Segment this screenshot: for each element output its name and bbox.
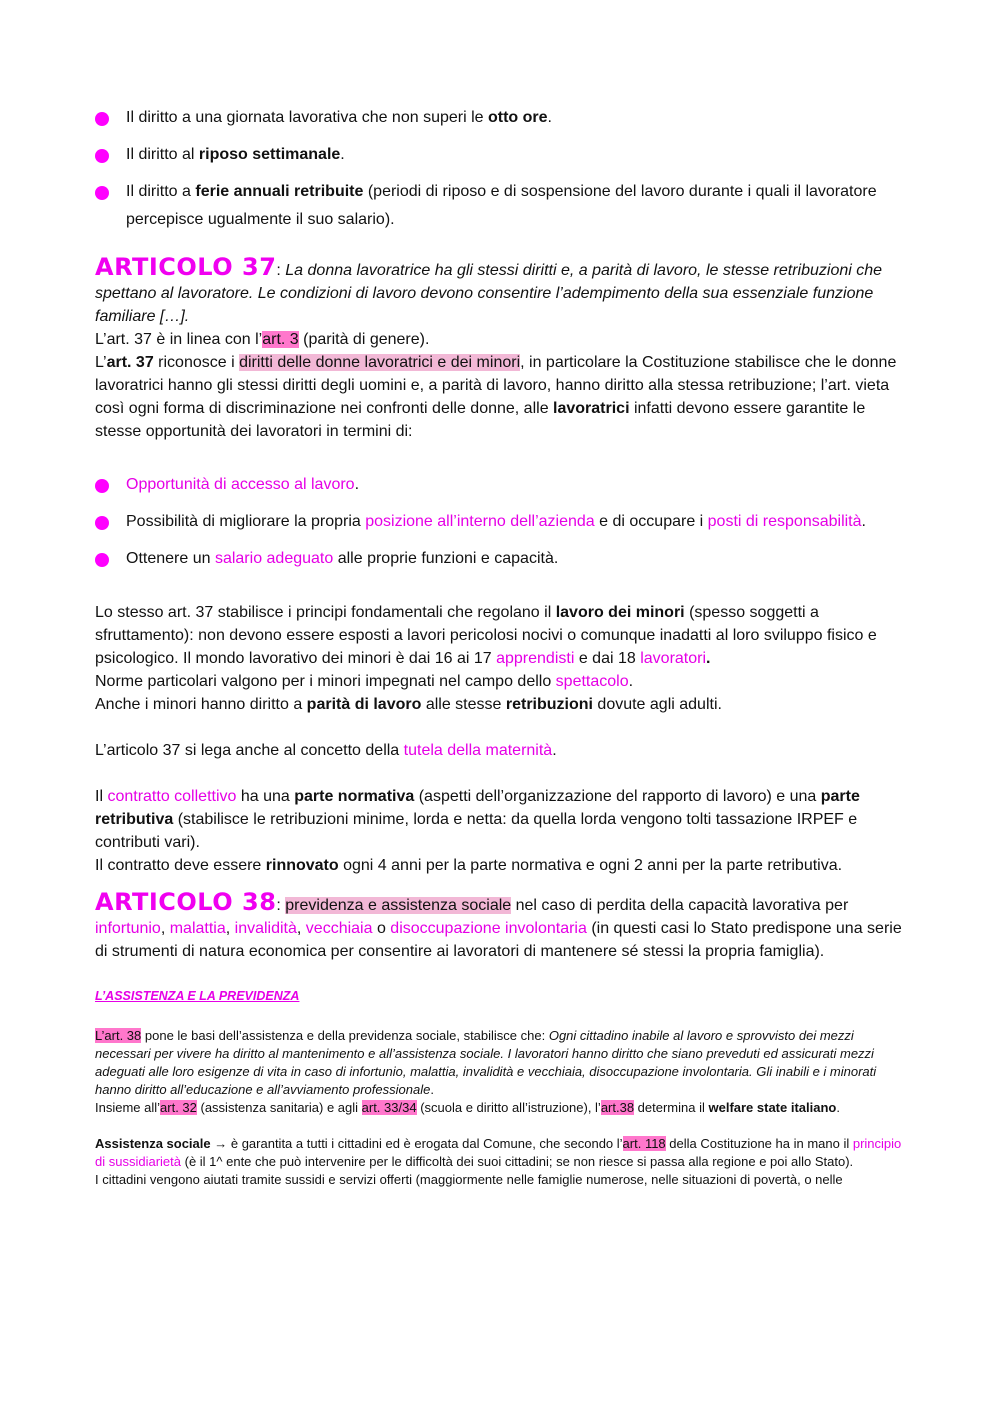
minori-spettacolo-line: Norme particolari valgono per i minori impegnati nel campo dello spettacolo. [95, 673, 634, 690]
bullet-dot-icon [95, 186, 109, 200]
bullet-dot-icon [95, 516, 109, 530]
art37-intro: ARTICOLO 37: La donna lavoratrice ha gli stessi diritti e, a parità di lavoro, le stesse retribuzioni che spettano al lavoratore. Le condizioni di lavoro devono consentire l’adempimento della sua essenziale funzione familiare […]. [95, 253, 883, 325]
art37-link-line: L’art. 37 è in linea con l’art. 3 (parità di genere). [95, 331, 430, 348]
assistenza-sociale-paragraph: Assistenza sociale → è garantita a tutti i cittadini ed è erogata dal Comune, che secondo l’art. 118 della Costituzione ha in mano il principio di sussidiarietà (è il 1^ ente che può intervenire per le difficoltà dei suoi cittadini; se non riesce si passa alla regione e poi allo Stato). [95, 1136, 902, 1169]
sussidi-line: I cittadini vengono aiutati tramite sussidi e servizi offerti (maggiormente nelle famiglie numerose, nelle situazioni di povertà, o nelle [95, 1172, 843, 1187]
welfare-line: Insieme all’art. 32 (assistenza sanitaria) e agli art. 33/34 (scuola e diritto all’istruzione), l’art.38 determina il welfare state italiano. [95, 1100, 840, 1115]
art38-heading: ARTICOLO 38 [95, 888, 277, 916]
bullet-dot-icon [95, 112, 109, 126]
bullet-dot-icon [95, 149, 109, 163]
art37-quote: La donna lavoratrice ha gli stessi diritti e, a parità di lavoro, le stesse retribuzioni che spettano al lavoratore. Le condizioni di lavoro devono consentire l’adempimento della sua essenziale funzione familiare […]. [95, 262, 883, 325]
art38-paragraph: ARTICOLO 38: previdenza e assistenza sociale nel caso di perdita della capacità lavorativa per infortunio, malattia, invalidità, vecchiaia o disoccupazione involontaria (in questi casi lo Stato predispone una serie di strumenti di natura economica per consentire ai lavoratori di mantenere sé stessi la propria famiglia). [95, 888, 902, 960]
document-content [95, 104, 907, 1189]
assistenza-paragraph: L’art. 38 pone le basi dell’assistenza e della previdenza sociale, stabilisce che: Ogni cittadino inabile al lavoro e sprovvisto dei mezzi necessari per vivere ha diritto al mantenimento e all’assistenza sociale. I lavoratori hanno diritto che siano preveduti ed assicurati mezzi adeguati alle loro esigenze di vita in caso di infortunio, malattia, invalidità e vecchiaia, disoccupazione involontaria. Gli inabili e i minorati hanno diritto all’educazione e all’avviamento professionale. [95, 1028, 877, 1097]
list-item: Possibilità di migliorare la propria posizione all’interno dell’azienda e di occupare i posti di responsabilità. [95, 508, 907, 536]
minori-parita-line: Anche i minori hanno diritto a parità di lavoro alle stesse retribuzioni dovute agli adulti. [95, 696, 722, 713]
list-item: Ottenere un salario adeguato alle proprie funzioni e capacità. [95, 545, 907, 573]
bullet-dot-icon [95, 479, 109, 493]
art37-heading: ARTICOLO 37 [95, 253, 277, 281]
opportunities-bullet-list [95, 471, 907, 573]
minori-paragraph: Lo stesso art. 37 stabilisce i principi fondamentali che regolano il lavoro dei minori (spesso soggetti a sfruttamento): non devono essere esposti a lavori pericolosi nocivi o comunque inadatti al loro sviluppo fisico e psicologico. Il mondo lavorativo dei minori è dai 16 ai 17 apprendisti e dai 18 lavoratori. [95, 604, 877, 667]
section-title: L’ASSISTENZA E LA PREVIDENZA [95, 989, 300, 1003]
bullet-dot-icon [95, 553, 109, 567]
list-item: Opportunità di accesso al lavoro. [95, 471, 907, 499]
contratto-rinnovo-line: Il contratto deve essere rinnovato ogni 4 anni per la parte normativa e ogni 2 anni per la parte retributiva. [95, 857, 843, 874]
maternita-line: L’articolo 37 si lega anche al concetto della tutela della maternità. [95, 742, 557, 759]
list-item: Il diritto a ferie annuali retribuite (periodi di riposo e di sospensione del lavoro durante i quali il lavoratore percepisce ugualmente il suo salario). [95, 178, 907, 234]
list-item: Il diritto a una giornata lavorativa che non superi le otto ore. [95, 104, 907, 132]
art37-paragraph: L’art. 37 riconosce i diritti delle donne lavoratrici e dei minori, in particolare la Costituzione stabilisce che le donne lavoratrici hanno gli stessi diritti degli uomini e, a parità di lavoro, hanno diritto alla stessa retribuzione; l’art. vieta così ogni forma di discriminazione nei confronti delle donne, alle lavoratrici infatti devono essere garantite le stesse opportunità dei lavoratori in termini di: [95, 354, 897, 440]
list-item: Il diritto al riposo settimanale. [95, 141, 907, 169]
contratto-paragraph: Il contratto collettivo ha una parte normativa (aspetti dell’organizzazione del rapporto di lavoro) e una parte retributiva (stabilisce le retribuzioni minime, lorda e netta: da quella lorda vengono tolti tassazione IRPEF e contributi vari). [95, 788, 860, 851]
rights-bullet-list [95, 104, 907, 234]
